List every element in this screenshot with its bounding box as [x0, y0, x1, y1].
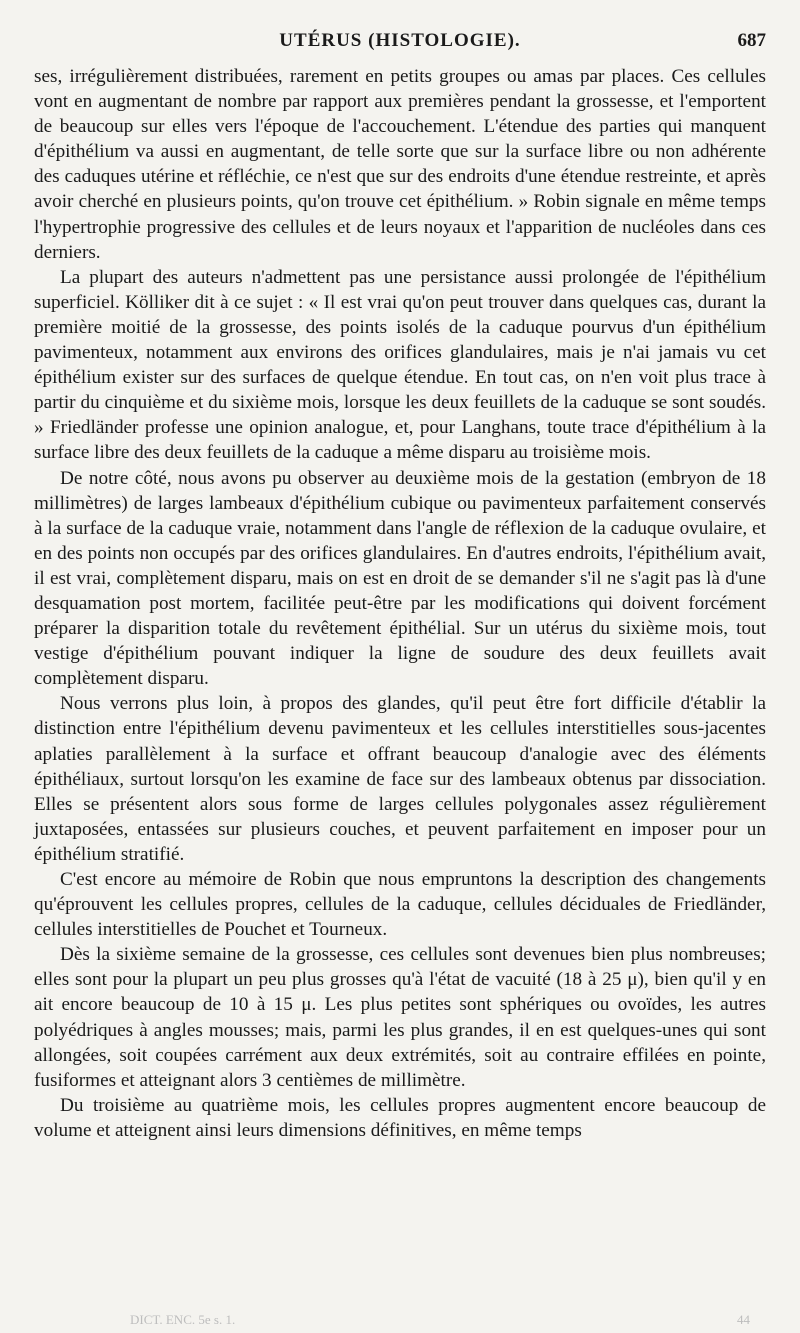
paragraph-6: Dès la sixième semaine de la grossesse, ces cellules sont devenues bien plus nombreuses; elles sont pour la plupart un peu plus grosses qu'à l'état de vacuité (18 à 25 μ), bien qu'il y en ait encore beaucoup de 10 à 15 μ. Les plus petites sont sphériques ou ovoïdes, les autres polyédriques à angles mousses; mais, parmi les plus grandes, il en est quelques-unes qui sont allongées, soit coupées carrément aux deux extrémités, soit au contraire effilées en pointe, fusiformes et atteignant alors 3 centièmes de millimètre. — [34, 944, 766, 1091]
body-text — [34, 64, 766, 1143]
footer-sheet-number: 44 — [737, 1312, 750, 1327]
page-number: 687 — [737, 30, 766, 51]
running-title: UTÉRUS (HISTOLOGIE). — [279, 30, 521, 51]
paragraph-7: Du troisième au quatrième mois, les cellules propres augmentent encore beaucoup de volume et atteignent ainsi leurs dimensions définitives, en même temps — [34, 1094, 766, 1141]
paragraph-5: C'est encore au mémoire de Robin que nous empruntons la description des changements qu'éprouvent les cellules propres, cellules de la caduque, cellules déciduales de Friedländer, cellules interstitielles de Pouchet et Tourneux. — [34, 869, 766, 941]
paragraph-3: De notre côté, nous avons pu observer au deuxième mois de la gestation (embryon de 18 millimètres) de larges lambeaux d'épithélium cubique ou pavimenteux parfaitement conservés à la surface de la caduque vraie, notamment dans l'angle de réflexion de la caduque ovulaire, et en des points non occupés par des orifices glandulaires. En d'autres endroits, l'épithélium avait, il est vrai, complètement disparu, mais on est en droit de se demander s'il ne s'agit pas là d'une desquamation post mortem, facilitée peut-être par les modifications qui doivent forcément préparer la disparition totale du revêtement épithélial. Sur un utérus du sixième mois, tout vestige d'épithélium pouvant indiquer la ligne de soudure des deux feuillets avait complètement disparu. — [34, 467, 766, 690]
footer-signature: DICT. ENC. 5e s. 1. — [130, 1312, 236, 1327]
page-header — [34, 30, 766, 58]
page-footer — [130, 1312, 750, 1328]
paragraph-2: La plupart des auteurs n'admettent pas une persistance aussi prolongée de l'épithélium superficiel. Kölliker dit à ce sujet : « Il est vrai qu'on peut trouver dans quelques cas, durant la première moitié de la grossesse, des points isolés de la caduque pourvus d'un épithélium pavimenteux, notamment aux environs des orifices glandulaires, mais je n'ai jamais vu cet épithélium exister sur des surfaces de quelque étendue. En tout cas, on n'en voit plus trace à partir du cinquième et du sixième mois, lorsque les deux feuillets de la caduque se sont soudés. » Friedländer professe une opinion analogue, et, pour Langhans, toute trace d'épithélium à la surface libre des deux feuillets de la caduque a même disparu au troisième mois. — [34, 266, 766, 464]
paragraph-4: Nous verrons plus loin, à propos des glandes, qu'il peut être fort difficile d'établir la distinction entre l'épithélium devenu pavimenteux et les cellules interstitielles sous-jacentes aplaties parallèlement à la surface et offrant beaucoup d'analogie avec des éléments épithéliaux, surtout lorsqu'on les examine de face sur des lambeaux obtenus par dissociation. Elles se présentent alors sous forme de larges cellules polygonales assez régulièrement juxtaposées, entassées sur plusieurs couches, et peuvent parfaitement en imposer pour un épithélium stratifié. — [34, 693, 766, 865]
paragraph-1: ses, irrégulièrement distribuées, rarement en petits groupes ou amas par places. Ces cellules vont en augmentant de nombre par rapport aux premières pendant la grossesse, et l'emportent de beaucoup sur elles vers l'époque de l'accouchement. L'étendue des parties qui manquent d'épithélium va aussi en augmentant, de telle sorte que sur la surface libre ou non adhérente des caduques utérine et réfléchie, ce n'est que sur des endroits d'une étendue restreinte, et après avoir cherché en plusieurs points, qu'on trouve cet épithélium. » Robin signale en même temps l'hypertrophie progressive des cellules et de leurs noyaux et l'apparition de nucléoles dans ces derniers. — [34, 66, 766, 263]
